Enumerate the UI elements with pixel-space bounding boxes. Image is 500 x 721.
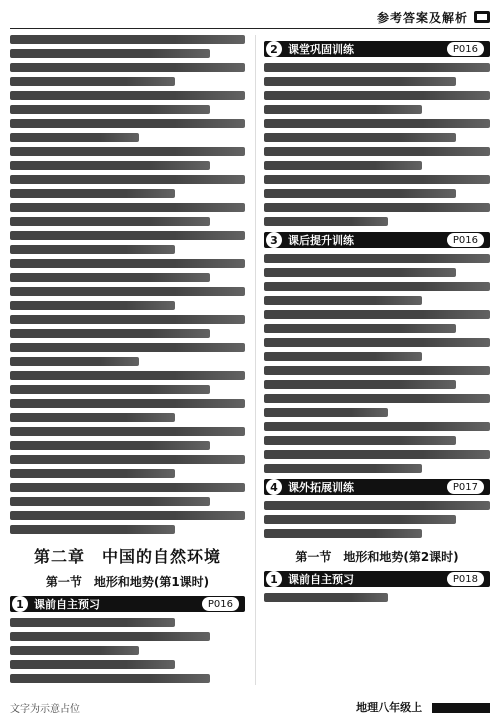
right-text-block-3 [264,501,490,538]
text-line [264,324,456,333]
text-line [10,632,210,641]
text-line [10,469,175,478]
text-line [10,497,210,506]
section-left [264,571,354,587]
text-line [10,287,245,296]
left-text-block-1 [10,35,245,534]
text-line [264,529,422,538]
section-code: P017 [447,480,484,494]
text-line [264,147,490,156]
text-line [264,394,490,403]
text-line [10,245,175,254]
text-line [264,254,490,263]
text-line [264,464,422,473]
text-line [10,660,175,669]
text-line [10,399,245,408]
text-line [264,593,388,602]
text-line [10,119,245,128]
text-line [264,450,490,459]
section-bar-right-4 [264,571,490,587]
text-line [264,133,456,142]
section-title: 课前自主预习 [34,598,100,611]
footer-badge [432,703,490,713]
text-line [10,483,245,492]
text-line [10,91,245,100]
text-line [10,371,245,380]
text-line [264,501,490,510]
section-bar-right-2 [264,232,490,248]
section-left [264,479,354,495]
text-line [264,352,422,361]
text-line [264,119,490,128]
text-line [10,161,210,170]
text-line [264,282,490,291]
text-line [10,329,210,338]
section-badge: 1 [12,596,28,612]
section-left [264,41,354,57]
text-line [264,408,388,417]
text-line [10,427,245,436]
section-title: 课堂巩固训练 [288,43,354,56]
section-badge: 2 [266,41,282,57]
section-bar-right-1 [264,41,490,57]
text-line [10,455,245,464]
text-line [264,91,490,100]
text-line [10,175,245,184]
text-line [10,301,175,310]
text-line [264,189,456,198]
section-bar-right-3 [264,479,490,495]
text-line [10,77,175,86]
section-left [264,232,354,248]
text-line [264,268,456,277]
footer [356,699,490,715]
left-column [10,35,245,685]
text-line [264,175,490,184]
text-line [264,77,456,86]
section-bar-left-preview [10,596,245,612]
text-line [10,357,139,366]
text-line [10,343,245,352]
text-line [264,338,490,347]
text-line [10,674,210,683]
right-text-block-4 [264,593,490,602]
left-text-block-2 [10,618,245,683]
section-badge: 4 [266,479,282,495]
chapter-subtitle-2: 第一节 地形和地势(第2课时) [295,550,459,564]
chapter-block [10,544,245,590]
text-line [10,35,245,44]
right-subchapter [264,548,490,565]
text-line [10,618,175,627]
text-line [264,203,490,212]
text-line [264,161,422,170]
text-line [264,422,490,431]
chapter-subtitle: 第一节 地形和地势(第1课时) [45,575,210,589]
text-line [264,217,388,226]
section-code: P018 [447,572,484,586]
text-line [10,63,245,72]
right-text-block-1 [264,63,490,226]
section-code: P016 [447,42,484,56]
text-line [10,525,175,534]
text-line [10,189,175,198]
text-line [10,259,245,268]
section-left [10,596,100,612]
text-line [264,436,456,445]
section-title: 课后提升训练 [288,234,354,247]
text-line [264,105,422,114]
text-line [10,413,175,422]
text-line [264,296,422,305]
section-badge: 1 [266,571,282,587]
right-text-block-2 [264,254,490,473]
text-line [264,366,490,375]
text-line [264,63,490,72]
footer-text: 地理八年级上 [356,701,423,714]
text-line [10,511,245,520]
text-line [10,105,210,114]
header-title: 参考答案及解析 [376,10,468,25]
text-line [10,273,210,282]
section-title: 课外拓展训练 [288,481,354,494]
placeholder-note: 文字为示意占位 [10,704,80,715]
text-line [10,133,139,142]
text-line [10,203,245,212]
text-line [10,441,210,450]
section-badge: 3 [266,232,282,248]
section-title: 课前自主预习 [288,573,354,586]
text-line [10,646,139,655]
text-line [10,231,245,240]
section-code: P016 [447,233,484,247]
text-line [10,217,210,226]
text-line [10,315,245,324]
text-line [10,147,245,156]
text-line [264,515,456,524]
text-line [10,385,210,394]
text-line [264,310,490,319]
section-code: P016 [202,597,239,611]
book-icon [474,11,490,23]
text-line [10,49,210,58]
text-line [264,380,456,389]
right-column [255,35,490,685]
chapter-title: 第二章 中国的自然环境 [33,547,221,566]
header [10,6,490,29]
two-column-layout [10,35,490,685]
